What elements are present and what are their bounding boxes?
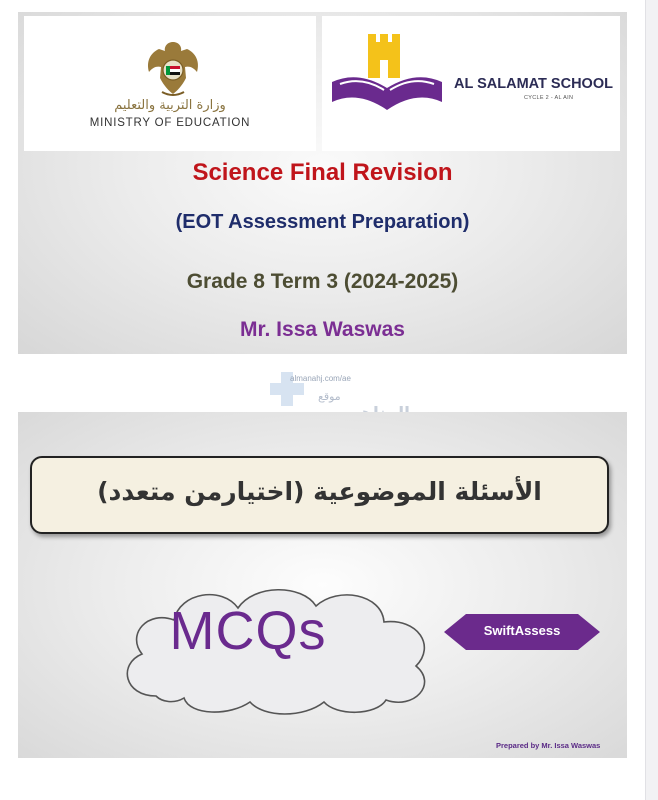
school-logo-panel [322, 16, 620, 151]
slide-title: Science Final Revision [192, 159, 453, 186]
author-name: Mr. Issa Waswas [240, 318, 405, 341]
uae-falcon-emblem-icon [140, 36, 206, 102]
arabic-title-banner [30, 456, 609, 534]
mcq-slide [18, 412, 627, 758]
ministry-name-arabic: وزارة التربية والتعليم [114, 98, 226, 113]
page-edge [645, 0, 658, 800]
mcq-heading: MCQs [169, 601, 327, 661]
slide-subtitle: (EOT Assessment Preparation) [175, 211, 470, 233]
school-cycle-label: CYCLE 2 - AL AIN [524, 95, 574, 101]
arabic-banner-text: الأسئلة الموضوعية (اختيارمن متعدد) [97, 477, 542, 506]
swiftassess-label: SwiftAssess [483, 623, 561, 638]
watermark-line1: موقع [318, 390, 341, 403]
castle-book-logo-icon [328, 30, 446, 114]
ministry-logo-panel [24, 16, 316, 151]
prepared-by-label: Prepared by Mr. Issa Waswas [496, 741, 601, 750]
school-name: AL SALAMAT SCHOOL [454, 76, 613, 92]
ministry-name-english: MINISTRY OF EDUCATION [89, 117, 251, 129]
grade-term-label: Grade 8 Term 3 (2024-2025) [186, 270, 459, 293]
watermark-url: almanahj.com/ae [290, 374, 351, 383]
cover-slide [18, 12, 627, 354]
